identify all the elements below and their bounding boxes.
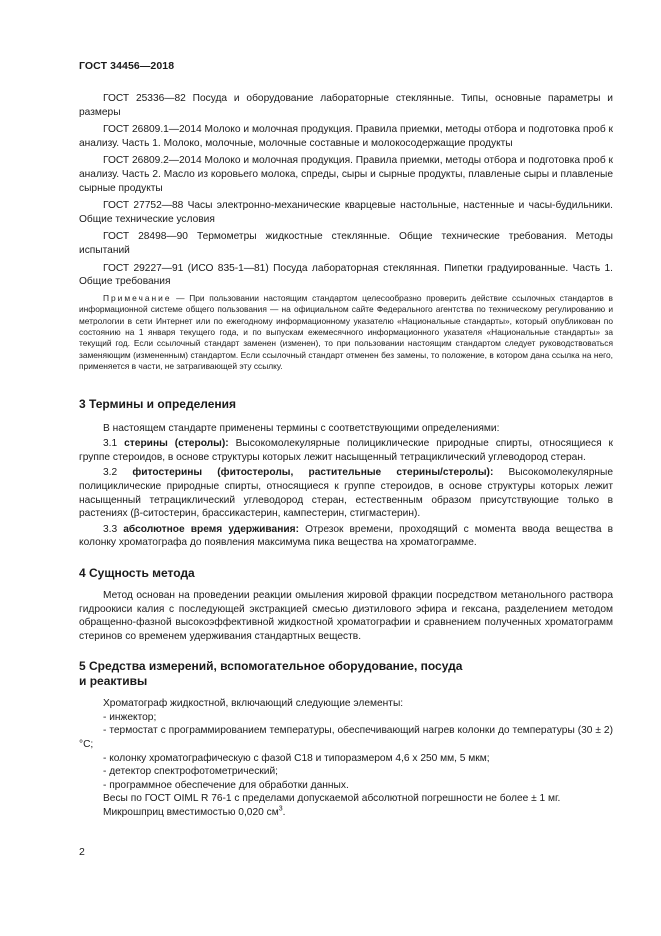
section-5-title-line1: 5 Средства измерений, вспомогательное оборудование, посуда xyxy=(79,659,463,674)
list-item: - термостат с программированием температуры, обеспечивающий нагрев колонки до температуры (30 ± 2) °С; xyxy=(79,725,613,751)
list-item: - детектор спектрофотометрический; xyxy=(103,766,278,778)
list-item: - колонку хроматографическую с фазой С18 и типоразмером 4,6 х 250 мм, 5 мкм; xyxy=(103,752,490,764)
syringe-paragraph xyxy=(79,806,613,820)
syringe-text: Микрошприц вместимостью 0,020 см xyxy=(103,807,279,819)
section-5-title-line2: и реактивы xyxy=(79,674,148,689)
document-body xyxy=(79,92,613,820)
reference-item: ГОСТ 25336—82 Посуда и оборудование лабораторные стеклянные. Типы, основные параметры и размеры xyxy=(79,93,613,118)
reference-item: ГОСТ 26809.2—2014 Молоко и молочная продукция. Правила приемки, методы отбора и подготовка проб к анализу. Часть 2. Масло из коровьего молока, спреды, сыры и сырные продукты, плавленые сыры и плавленые сырные продукты xyxy=(79,155,613,194)
term-number: 3.2 xyxy=(103,467,133,479)
term-name: фитостерины (фитостеролы, растительные стерины/стеролы): xyxy=(132,467,494,479)
term-definition xyxy=(79,437,613,464)
term-number: 3.3 xyxy=(103,523,124,535)
section-3-title: 3 Термины и определения xyxy=(79,396,237,411)
page-number: 2 xyxy=(79,846,85,858)
list-item: - инжектор; xyxy=(103,711,157,723)
term-text: Отрезок времени, проходящий с момента ввода вещества в колонку хроматографа до появления максимума пика вещества на хроматограмме. xyxy=(79,523,614,549)
normative-references xyxy=(79,92,613,289)
reference-item: ГОСТ 26809.1—2014 Молоко и молочная продукция. Правила приемки, методы отбора и подготовка проб к анализу. Часть 1. Молоко, молочные, молочные составные и молокосодержащие продукты xyxy=(79,124,613,149)
section-5-intro: Хроматограф жидкостной, включающий следующие элементы: xyxy=(103,698,404,710)
reference-item: ГОСТ 29227—91 (ИСО 835-1—81) Посуда лабораторная стеклянная. Пипетки градуированные. Часть 1. Общие требования xyxy=(79,262,613,288)
superscript: 3 xyxy=(278,805,283,813)
term-text: Высокомолекулярные полициклические природные спирты, относящиеся к группе стероидов, в основе структуры которых лежит насыщенный тетрациклический углеводород стеран, естественным образом присутствующие только в растениях (β-ситостерин, брассикастерин, кампестерин, стигмастерин). xyxy=(79,467,613,520)
scales-paragraph: Весы по ГОСТ OIML R 76-1 с пределами допускаемой абсолютной погрешности не более ± 1 мг. xyxy=(103,793,561,805)
term-text: Высокомолекулярные полициклические природные спирты, относящиеся к группе стероидов, в основе структуры которых лежит насыщенный тетрациклический углеводород стеран. xyxy=(79,438,614,463)
note-label: Примечание xyxy=(103,292,172,303)
term-definition xyxy=(79,466,613,520)
section-4-title: 4 Сущность метода xyxy=(79,565,195,580)
section-4-text: Метод основан на проведении реакции омыления жировой фракции посредством метанольного раствора гидроокиси калия с последующей экстракцией смесью диэтилового эфира и гексана, разделением методом обращенно-фазной высокоэффективной жидкостной хроматографии и сравнением полученных хроматограмм стеринов со временем удерживания стандартных веществ. xyxy=(79,589,613,642)
syringe-end: . xyxy=(282,807,286,819)
note-text: — При пользовании настоящим стандартом целесообразно проверить действие ссылочных стандартов в информационной системе общего пользования — на официальном сайте Федерального агентства по техническому регулированию и метрологии в сети Интернет или по ежегодному информационному указателю «Национальные стандарты», который опубликован по состоянию на 1 января текущего года, и по выпускам ежемесячного информационного указателя «Национальные стандарты» за текущий год. Если ссылочный стандарт заменен (изменен), то при пользовании настоящим стандартом следует руководствоваться заменяющим (измененным) стандартом. Если ссылочный стандарт отменен без замены, то положение, в котором дана ссылка на него, применяется в части, не затрагивающей эту ссылку. xyxy=(79,292,613,372)
section-5-title xyxy=(79,659,613,689)
term-definition xyxy=(79,523,613,550)
reference-item: ГОСТ 27752—88 Часы электронно-механические кварцевые настольные, настенные и часы-будильники. Общие технические условия xyxy=(79,200,613,225)
document-header: ГОСТ 34456—2018 xyxy=(79,60,175,72)
reference-item: ГОСТ 28498—90 Термометры жидкостные стеклянные. Общие технические требования. Методы испытаний xyxy=(79,231,613,256)
note-paragraph xyxy=(79,293,613,373)
section-3-intro: В настоящем стандарте применены термины с соответствующими определениями: xyxy=(103,422,500,434)
term-name: абсолютное время удерживания: xyxy=(123,523,299,535)
list-item: - программное обеспечение для обработки данных. xyxy=(103,779,349,791)
term-name: стерины (стеролы): xyxy=(124,438,229,450)
term-number: 3.1 xyxy=(103,438,125,450)
